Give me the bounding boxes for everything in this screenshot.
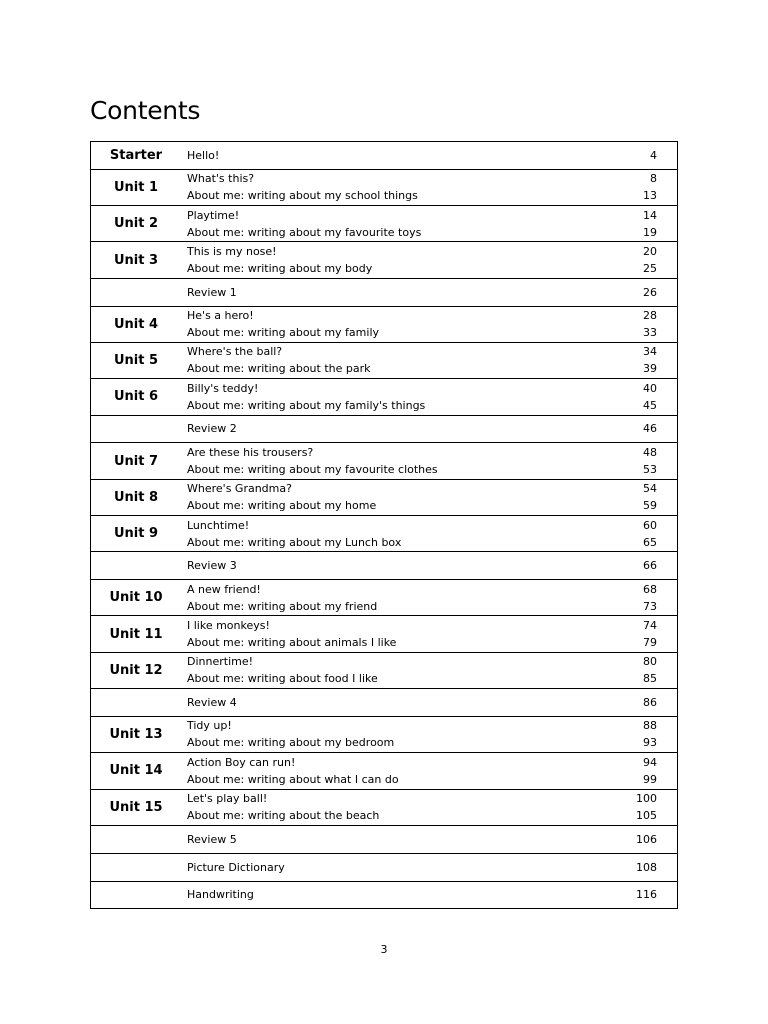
entry-page: 39 <box>643 362 657 376</box>
entry-title: Lunchtime! <box>187 518 250 532</box>
toc-row <box>91 279 677 307</box>
entry-title: Dinnertime! <box>187 655 254 669</box>
entry-title: About me: writing about my bedroom <box>187 736 395 750</box>
entry-page: 108 <box>636 860 657 874</box>
toc-row <box>91 206 677 242</box>
entry-title: Review 5 <box>187 832 237 846</box>
entry-page: 54 <box>643 482 657 496</box>
unit-label <box>91 854 181 881</box>
entry-title: Handwriting <box>187 888 254 902</box>
toc-entry <box>187 734 657 752</box>
entry-page: 60 <box>643 518 657 532</box>
entry-page: 116 <box>636 888 657 902</box>
toc-entry <box>187 379 657 397</box>
entry-title: About me: writing about my body <box>187 261 373 275</box>
toc-entry <box>187 516 657 534</box>
unit-label <box>91 882 181 909</box>
entry-title: Review 1 <box>187 285 237 299</box>
entry-title: Billy's teddy! <box>187 381 259 395</box>
entry-page: 74 <box>643 618 657 632</box>
toc-entry <box>187 580 657 598</box>
toc-entry <box>187 443 657 461</box>
unit-label: Unit 5 <box>113 353 159 369</box>
entry-page: 14 <box>643 208 657 222</box>
entry-title: Where's Grandma? <box>187 482 292 496</box>
entry-title: About me: writing about food I like <box>187 672 378 686</box>
toc-entry <box>187 187 657 205</box>
entry-title: About me: writing about my school things <box>187 189 418 203</box>
entry-title: What's this? <box>187 172 255 186</box>
unit-label <box>91 552 181 579</box>
toc-row <box>91 616 677 652</box>
entry-page: 66 <box>643 559 657 573</box>
entry-title: About me: writing about the park <box>187 362 371 376</box>
toc-entry <box>187 616 657 634</box>
entry-page: 86 <box>643 696 657 710</box>
entry-page: 94 <box>643 755 657 769</box>
entry-page: 40 <box>643 381 657 395</box>
entry-page: 88 <box>643 719 657 733</box>
toc-entry <box>187 460 657 478</box>
entry-page: 80 <box>643 655 657 669</box>
toc-entry <box>187 497 657 515</box>
entry-page: 25 <box>643 261 657 275</box>
toc-row <box>91 882 677 910</box>
entry-page: 20 <box>643 244 657 258</box>
toc-entry <box>187 858 657 876</box>
entry-title: About me: writing about my Lunch box <box>187 535 402 549</box>
unit-label <box>91 689 181 716</box>
entry-title: Let's play ball! <box>187 792 268 806</box>
toc-row <box>91 580 677 616</box>
entry-title: Review 3 <box>187 559 237 573</box>
toc-entry <box>187 597 657 615</box>
entry-page: 106 <box>636 832 657 846</box>
entry-title: About me: writing about my friend <box>187 599 378 613</box>
toc-row <box>91 689 677 717</box>
toc-entry <box>187 223 657 241</box>
entry-page: 85 <box>643 672 657 686</box>
entry-page: 48 <box>643 445 657 459</box>
toc-entry <box>187 633 657 651</box>
toc-row <box>91 653 677 689</box>
toc-row <box>91 142 677 170</box>
toc-entry <box>187 770 657 788</box>
toc-entry <box>187 533 657 551</box>
entry-title: About me: writing about animals I like <box>187 635 397 649</box>
entry-title: Tidy up! <box>187 719 232 733</box>
unit-label <box>91 826 181 853</box>
unit-label: Unit 7 <box>113 453 159 469</box>
unit-label: Unit 12 <box>109 662 163 678</box>
toc-entry <box>187 886 657 904</box>
entry-page: 53 <box>643 462 657 476</box>
toc-row <box>91 826 677 854</box>
unit-label: Unit 15 <box>109 799 163 815</box>
entry-title: About me: writing about my favourite toys <box>187 225 422 239</box>
unit-label: Unit 2 <box>113 216 159 232</box>
toc-row <box>91 379 677 415</box>
toc-row <box>91 307 677 343</box>
entry-title: Are these his trousers? <box>187 445 314 459</box>
entry-page: 59 <box>643 499 657 513</box>
entry-page: 19 <box>643 225 657 239</box>
unit-label: Unit 8 <box>113 489 159 505</box>
toc-entry <box>187 360 657 378</box>
toc-entry <box>187 324 657 342</box>
unit-label: Unit 11 <box>109 626 163 642</box>
entry-page: 99 <box>643 772 657 786</box>
unit-label: Unit 10 <box>109 590 163 606</box>
unit-label <box>91 279 181 306</box>
entry-title: About me: writing about what I can do <box>187 772 399 786</box>
toc-row <box>91 753 677 789</box>
toc-entry <box>187 170 657 188</box>
toc-entry <box>187 259 657 277</box>
entry-page: 4 <box>650 148 657 162</box>
unit-label: Unit 13 <box>109 727 163 743</box>
toc-entry <box>187 420 657 438</box>
toc-entry <box>187 146 657 164</box>
entry-title: Playtime! <box>187 208 240 222</box>
toc-entry <box>187 242 657 260</box>
toc-entry <box>187 206 657 224</box>
unit-label: Starter <box>109 147 163 163</box>
toc-row <box>91 480 677 516</box>
entry-page: 68 <box>643 582 657 596</box>
toc-entry <box>187 653 657 671</box>
toc-row <box>91 854 677 882</box>
page-number: 3 <box>380 943 388 956</box>
unit-label: Unit 9 <box>113 526 159 542</box>
entry-title: Action Boy can run! <box>187 755 296 769</box>
entry-page: 105 <box>636 809 657 823</box>
entry-title: About me: writing about my family <box>187 326 380 340</box>
toc-entry <box>187 396 657 414</box>
toc-entry <box>187 557 657 575</box>
entry-page: 45 <box>643 398 657 412</box>
toc-entry <box>187 717 657 735</box>
toc-entry <box>187 694 657 712</box>
entry-title: About me: writing about my home <box>187 499 377 513</box>
toc-row <box>91 552 677 580</box>
toc-row <box>91 717 677 753</box>
entry-page: 100 <box>636 792 657 806</box>
entry-page: 65 <box>643 535 657 549</box>
entry-title: A new friend! <box>187 582 261 596</box>
page-title: Contents <box>90 96 201 125</box>
unit-label: Unit 3 <box>113 252 159 268</box>
toc-entry <box>187 283 657 301</box>
entry-page: 33 <box>643 326 657 340</box>
toc-entry <box>187 790 657 808</box>
toc-entry <box>187 480 657 498</box>
entry-title: I like monkeys! <box>187 618 270 632</box>
unit-label: Unit 1 <box>113 179 159 195</box>
entry-title: About me: writing about my favourite clothes <box>187 462 438 476</box>
toc-row <box>91 443 677 479</box>
entry-title: Hello! <box>187 148 220 162</box>
entry-page: 79 <box>643 635 657 649</box>
toc-entry <box>187 307 657 325</box>
entry-page: 46 <box>643 422 657 436</box>
unit-label: Unit 14 <box>109 763 163 779</box>
toc-row <box>91 242 677 278</box>
toc-row <box>91 790 677 826</box>
unit-label: Unit 4 <box>113 316 159 332</box>
entry-page: 28 <box>643 309 657 323</box>
entry-title: This is my nose! <box>187 244 277 258</box>
toc-row <box>91 516 677 552</box>
toc-entry <box>187 670 657 688</box>
toc-entry <box>187 830 657 848</box>
contents-table <box>90 141 678 909</box>
entry-title: Review 2 <box>187 422 237 436</box>
entry-page: 8 <box>650 172 657 186</box>
toc-entry <box>187 753 657 771</box>
entry-page: 93 <box>643 736 657 750</box>
entry-title: Picture Dictionary <box>187 860 285 874</box>
toc-row <box>91 416 677 444</box>
entry-title: He's a hero! <box>187 309 254 323</box>
entry-title: Where's the ball? <box>187 345 283 359</box>
entry-title: About me: writing about the beach <box>187 809 380 823</box>
toc-row <box>91 170 677 206</box>
entry-page: 73 <box>643 599 657 613</box>
toc-entry <box>187 807 657 825</box>
entry-page: 13 <box>643 189 657 203</box>
entry-title: Review 4 <box>187 696 237 710</box>
toc-row <box>91 343 677 379</box>
entry-page: 34 <box>643 345 657 359</box>
entry-page: 26 <box>643 285 657 299</box>
unit-label <box>91 416 181 443</box>
unit-label: Unit 6 <box>113 389 159 405</box>
entry-title: About me: writing about my family's things <box>187 398 426 412</box>
toc-entry <box>187 343 657 361</box>
